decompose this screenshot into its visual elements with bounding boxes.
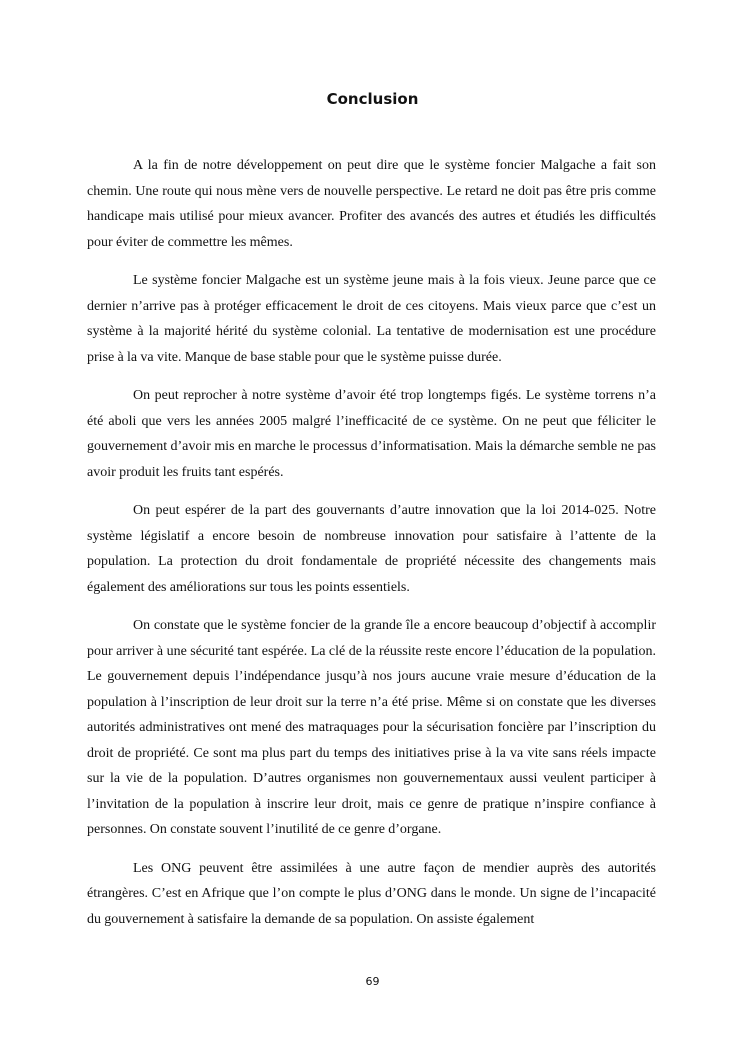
paragraph: On constate que le système foncier de la grande île a encore beaucoup d’objectif à accomplir pour arriver à une sécurité tant espérée. La clé de la réussite reste encore l’éducation de la population. Le gouvernement depuis l’indépendance jusqu’à nos jours aucune vraie mesure d’éducation de la population à l’inscription de leur droit sur la terre n’a été prise. Même si on constate que les diverses autorités administratives ont mené des matraquages pour la sécurisation foncière par l’inscription du droit de propriété. Ce sont ma plus part du temps des initiatives prise à la va vite sans réels impacte sur la vie de la population. D’autres organismes non gouvernementaux aussi veulent participer à l’invitation de la population à inscrire leur droit, mais ce genre de pratique n’inspire confiance à personnes. On constate souvent l’inutilité de ce genre d’organe. bbox=[87, 618, 656, 837]
paragraph: On peut espérer de la part des gouvernants d’autre innovation que la loi 2014-025. Notre système législatif a encore besoin de nombreuse innovation pour satisfaire à l’attente de la population. La protection du droit fondamentale de propriété nécessite des changements mais également des améliorations sur tous les points essentiels. bbox=[87, 503, 656, 595]
page-number: 69 bbox=[365, 975, 380, 988]
page-title: Conclusion bbox=[326, 90, 419, 108]
body-text bbox=[87, 153, 656, 945]
paragraph: A la fin de notre développement on peut dire que le système foncier Malgache a fait son chemin. Une route qui nous mène vers de nouvelle perspective. Le retard ne doit pas être pris comme handicape mais utilisé pour mieux avancer. Profiter des avancés des autres et étudiés les difficultés pour éviter de commettre les mêmes. bbox=[87, 158, 656, 250]
paragraph: Les ONG peuvent être assimilées à une autre façon de mendier auprès des autorités étrangères. C’est en Afrique que l’on compte le plus d’ONG dans le monde. Un signe de l’incapacité du gouvernement à satisfaire la demande de sa population. On assiste également bbox=[87, 860, 656, 927]
paragraph: Le système foncier Malgache est un système jeune mais à la fois vieux. Jeune parce que ce dernier n’arrive pas à protéger efficacement le droit de ces citoyens. Mais vieux parce que c’est un système à la majorité hérité du système colonial. La tentative de modernisation est une procédure prise à la va vite. Manque de base stable pour que le système puisse durée. bbox=[87, 273, 656, 365]
paragraph: On peut reprocher à notre système d’avoir été trop longtemps figés. Le système torrens n’a été aboli que vers les années 2005 malgré l’inefficacité de ce système. On ne peut que féliciter le gouvernement d’avoir mis en marche le processus d’informatisation. Mais la démarche semble ne pas avoir produit les fruits tant espérés. bbox=[87, 388, 656, 480]
